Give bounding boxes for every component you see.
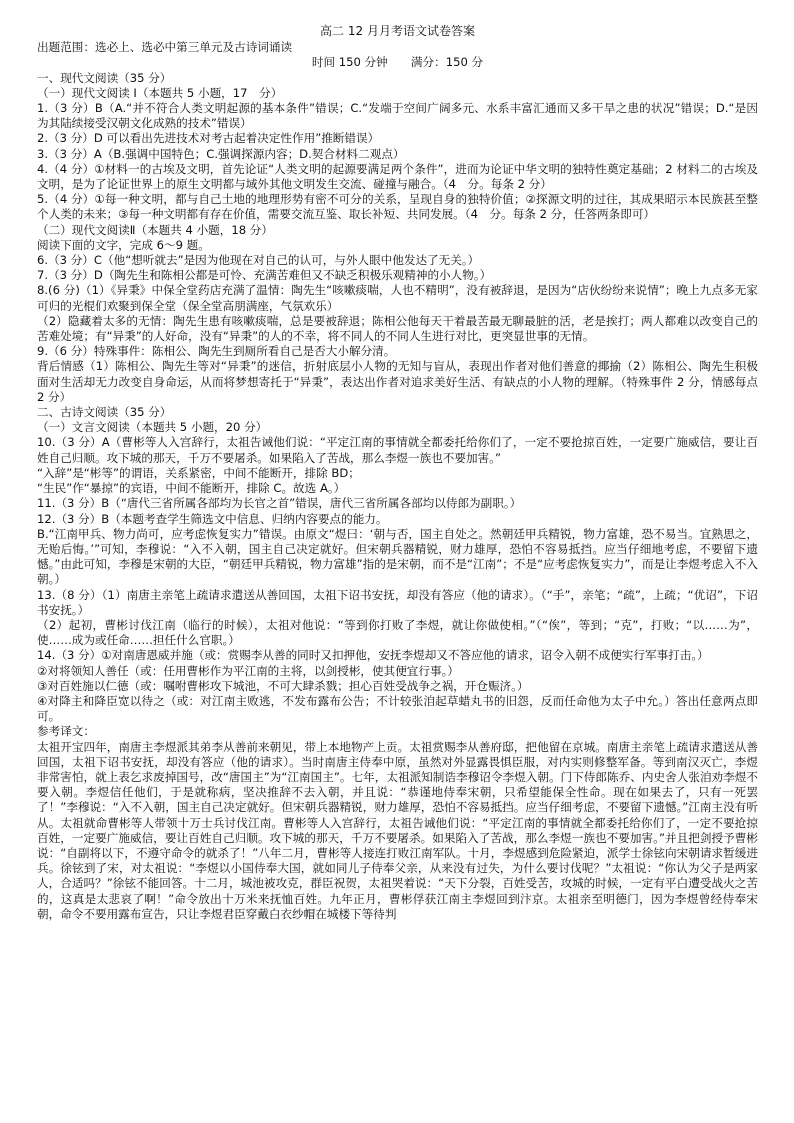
answer-q8-part2: （2）隐藏着太多的无情：陶先生患有咳嗽痰喘，总是要被辞退；陈相公他每天干着最苦最无聊最脏的活，老是挨打；两人都难以改变自己的苦难处境；有“异秉”的人好命，没有“异秉”的人的不幸，将不同人的不同人生进行对比，更突显世事的无情。 xyxy=(37,313,758,344)
answer-q7: 7.（3 分）D（陶先生和陈相公都是可怜、充满苦难但又不缺乏积极乐观精神的小人物。） xyxy=(37,268,492,283)
answer-q4: 4.（4 分）①材料一的古埃及文明，首先论证“人类文明的起源要满足两个条件”，进而为论证中华文明的独特性奠定基础；2 材料二的古埃及文明，是为了论证世界上的原生文明都与域外其他文明发生交流、碰撞与融合。（4 分。每条 2 分） xyxy=(37,161,758,192)
answer-q12-explanation: B.“江南甲兵、物力尚可，应考虑恢复实力”错误。由原文“煜曰：‘朝与否，国主自处之。然朝廷甲兵精锐，物力富雄，恐不易当。宜熟思之，无贻后悔。’”可知，李穆说：“入不入朝，国主自己决定就好。但宋朝兵器精锐，财力雄厚，恐怕不容易抵挡。应当仔细地考虑，不要留下遗憾。”由此可知，李穆是宋朝的大臣，“朝廷甲兵精锐，物力富雄”指的是宋朝，而不是“江南”；不是“应考虑恢复实力”，而是让李煜考虑入不入朝。） xyxy=(37,526,758,587)
answer-q13-part1: 13.（8 分）（1）南唐主亲笔上疏请求遣送从善回国，太祖下诏书安抚，却没有答应（他的请求）。（“手”，亲笔；“疏”，上疏；“优诏”，下诏书安抚。） xyxy=(37,587,758,617)
answer-q9-event: 9.（6 分）特殊事件：陈相公、陶先生到厕所看自己是否大小解分清。 xyxy=(37,344,396,359)
answer-q14-point3: ③对百姓施以仁德（或：嘱咐曹彬攻下城池，不可大肆杀戮；担心百姓受战争之祸，开仓赈济。） xyxy=(37,678,529,693)
time-and-score: 时间 150 分钟 满分：150 分 xyxy=(311,55,484,70)
answer-q10: 10.（3 分）A（曹彬等人入宫辞行，太祖告诫他们说：“平定江南的事情就全都委托给你们了，一定不要抢掠百姓，一定要广施威信，要让百姓自己归顺。攻下城的那天，千万不要屠杀。如果陷入了苦战，那么李煜一族也不要加害。” xyxy=(37,435,758,465)
section-heading-classical-reading: 二、古诗文阅读（35 分） xyxy=(37,405,172,420)
subsection-heading-classical-prose: （一）文言文阅读（本题共 5 小题，20 分） xyxy=(37,420,268,435)
subsection-heading-reading-2: （二）现代文阅读Ⅱ（本题共 4 小题，18 分） xyxy=(37,222,273,237)
answer-q8-part1: 8.(6 分)（1）《异秉》中保全堂药店充满了温情：陶先生“咳嗽痰喘，人也不精明”，没有被辞退，是因为“店伙纷纷来说情”；晚上九点多无家可归的光棍们欢聚到保全堂（保全堂高朋满座，气氛欢乐） xyxy=(37,283,758,313)
answer-q6: 6.（3 分）C（他“想听就去”是因为他现在对自己的认可，与外人眼中他发达了无关。） xyxy=(37,253,480,268)
reference-translation-heading: 参考译文： xyxy=(37,724,95,739)
document-title: 高二 12 月月考语文试卷答案 xyxy=(320,24,475,38)
reading-2-instructions: 阅读下面的文字，完成 6～9 题。 xyxy=(37,237,210,252)
answer-q10-note-2: “生民”作“暴掠”的宾语，中间不能断开，排除 C。故选 A。） xyxy=(37,481,346,496)
subsection-heading-reading-1: （一）现代文阅读 I（本题共 5 小题，17 分） xyxy=(37,85,283,100)
answer-q11: 11.（3 分）B（“唐代三省所属各部均为长官之首”错误，唐代三省所属各部均以侍郎为副职。） xyxy=(37,496,522,511)
answer-q9-emotion: 背后情感（1）陈相公、陶先生等对“异秉”的迷信，折射底层小人物的无知与盲从，表现出作者对他们善意的揶揄（2）陈相公、陶先生积极面对生活却无力改变自身命运，从而将梦想寄托于“异秉”，表达出作者对追求美好生活、有缺点的小人物的理解。（特殊事件 2 分，情感每点 2 分） xyxy=(37,359,758,404)
answer-q10-note-1: “入辞”是“彬等”的谓语，关系紧密，中间不能断开，排除 BD； xyxy=(37,465,360,480)
exam-scope: 出题范围：选必上、选必中第三单元及古诗词诵读 xyxy=(37,40,293,55)
reference-translation-text: 太祖开宝四年，南唐主李煜派其弟李从善前来朝见，带上本地物产上贡。太祖赏赐李从善府邸，把他留在京城。南唐主亲笔上疏请求遣送从善回国，太祖下诏书安抚，却没有答应（他的请求）。当时南唐主侍奉中原，虽然对外显露畏惧臣服，对内实则修整军备。等到南汉灭亡，李煜非常害怕，就上表乞求废掉国号，改“唐国主”为“江南国主”。七年，太祖派知制诰李穆诏令李煜入朝。门下侍郎陈乔、内史舍人张洎劝李煜不要入朝。李煜信任他们，于是就称病，坚决推辞不去入朝，并且说：“恭谨地侍奉宋朝，只希望能保全性命。现在如果去了，只有一死罢了！”李穆说：“入不入朝，国主自己决定就好。但宋朝兵器精锐，财力雄厚，恐怕不容易抵挡。应当仔细考虑，不要留下遗憾。”江南主没有听从。太祖就命曹彬等人带领十万士兵讨伐江南。曹彬等人入宫辞行，太祖告诫他们说：“平定江南的事情就全都委托给你们了，一定不要抢掠百姓，一定要广施威信，要让百姓自己归顺。攻下城的那天，千万不要屠杀。如果陷入了苦战，那么李煜一族也不要加害。”并且把剑授予曹彬说：“自副将以下，不遵守命令的就杀了！”八年二月，曹彬等人接连打败江南军队。十月，李煜感到危险紧迫，派学士徐铉向宋朝请求暂缓进兵。徐铉到了宋，对太祖说：“李煜以小国侍奉大国，就如同儿子侍奉父亲，从来没有过失，为什么要讨伐呢？”太祖说：“你认为父子是两家人，合适吗？”徐铉不能回答。十二月，城池被攻克，群臣祝贺，太祖哭着说：“天下分裂，百姓受苦，攻城的时候，一定有平白遭受战火之苦的，这真是太悲哀了啊！”命令放出十万米来抚恤百姓。九年正月，曹彬俘获江南主李煜回到汴京。太祖亲至明德门，因为李煜曾经侍奉宋朝，命令不要用露布宣告，只让李煜君臣穿戴白衣纱帽在城楼下等待判 xyxy=(37,739,758,921)
answer-q1: 1.（3 分）B（A.“并不符合人类文明起源的基本条件”错误；C.“发端于空间广阔多元、水系丰富汇通而又多干旱之患的状况”错误；D.“是因为其陆续接受汉朝文化成熟的技术”错误） xyxy=(37,101,758,131)
answer-q2: 2.（3 分）D 可以看出先进技术对考古起着决定性作用”推断错误） xyxy=(37,131,380,146)
answer-q3: 3.（3 分）A（B.强调中国特色；C.强调探源内容；D.契合材料二观点） xyxy=(37,146,405,161)
answer-q12: 12.（3 分）B（本题考查学生筛选文中信息、归纳内容要点的能力。 xyxy=(37,511,388,526)
answer-q13-part2: （2）起初，曹彬讨伐江南（临行的时候），太祖对他说：“等到你打败了李煜，就让你做使相。”（“俟”，等到；“克”，打败；“以……为”，使……成为或任命……担任什么官职。） xyxy=(37,617,758,648)
answer-q5: 5.（4 分）①每一种文明，都与自己土地的地理形势有密不可分的关系，呈现自身的独特价值；②探源文明的过往，其成果昭示本民族甚至整个人类的未来；③每一种文明都有存在价值，需要交流互鉴、取长补短、共同发展。（4 分。每条 2 分，任答两条即可） xyxy=(37,192,758,222)
section-heading-modern-reading: 一、现代文阅读（35 分） xyxy=(37,70,172,85)
answer-q14-point4: ④对降主和降臣宽以待之（或：对江南主败逃，不发布露布公告；不计较张洎起草蜡丸书的旧怨，反而任命他为太子中允。）答出任意两点即可。 xyxy=(37,693,758,724)
answer-q14-point1: 14.（3 分）①对南唐恩威并施（或：赏赐李从善的同时又扣押他，安抚李煜却又不答应他的请求，诏令入朝不成便实行军事打击。） xyxy=(37,648,709,663)
answer-q14-point2: ②对将领知人善任（或：任用曹彬作为平江南的主将，以剑授彬，使其便宜行事。） xyxy=(37,663,459,678)
